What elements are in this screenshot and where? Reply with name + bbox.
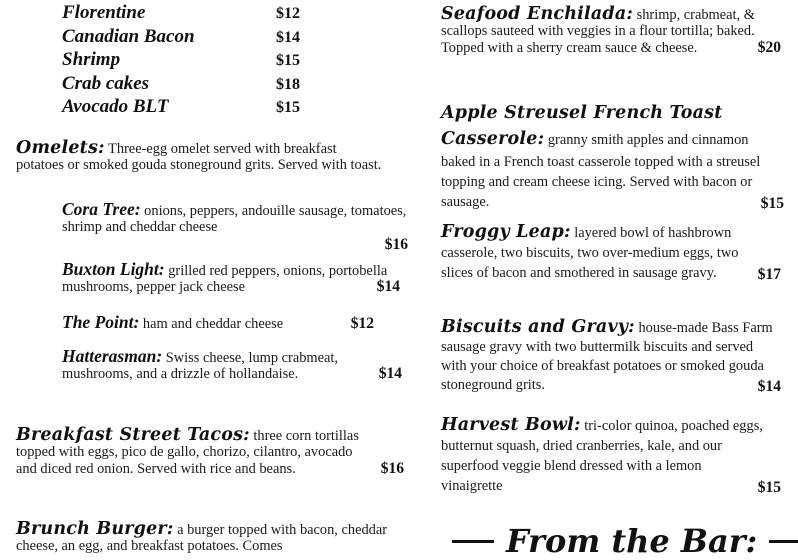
benedict-item-avocado-blt [62, 96, 408, 120]
item-price: $15 [757, 478, 781, 496]
item-description: granny smith apples and cinnamon baked in a French toast casserole topped with a streusel topping and cream cheese icing. Served with bacon or sausage. [441, 132, 761, 210]
item-description: three corn tortillas topped with eggs, pico de gallo, chorizo, cilantro, avocado and diced red onion. Served with rice and beans. [16, 428, 359, 477]
item-price: $12 [350, 315, 374, 332]
benedict-price: $12 [276, 5, 300, 22]
item-name: Cora Tree: [62, 199, 141, 219]
omelet-item-buxton-light [62, 261, 400, 296]
item-name: Breakfast Street Tacos: [16, 425, 250, 445]
item-name: Harvest Bowl: [441, 415, 581, 435]
benedict-item-shrimp [62, 49, 408, 73]
item-price: $16 [384, 236, 408, 254]
benedict-price: $14 [276, 28, 300, 46]
item-name: Biscuits and Gravy: [441, 317, 635, 337]
item-name: Apple Streusel French Toast Casserole: [441, 103, 723, 149]
item-price: $17 [757, 265, 781, 283]
item-description: layered bowl of hashbrown casserole, two biscuits, two over-medium eggs, two slices of bacon and smothered in sausage gravy. [441, 225, 739, 281]
item-price: $14 [757, 377, 781, 395]
omelets-section [16, 140, 386, 174]
heading-divider-right [769, 540, 798, 543]
omelet-item-cora-tree [62, 201, 408, 254]
item-description: house-made Bass Farm sausage gravy with two buttermilk biscuits and served with your choice of breakfast potatoes or smoked gouda stoneground grits. [441, 320, 773, 393]
item-name: Brunch Burger: [16, 519, 174, 539]
benedict-price: $15 [276, 52, 300, 69]
seafood-enchilada [441, 6, 781, 56]
item-price: $14 [378, 365, 402, 383]
omelet-item-the-point [62, 314, 374, 332]
item-price: $15 [760, 194, 784, 212]
item-description: Swiss cheese, lump crabmeat, mushrooms, and a drizzle of hollandaise. [62, 350, 338, 383]
froggy-leap [441, 222, 781, 283]
omelet-item-hatterasman [62, 348, 402, 383]
heading-divider-left [452, 540, 494, 543]
section-title: From the Bar: [506, 522, 758, 560]
benedict-item-crab-cakes [62, 73, 408, 97]
harvest-bowl [441, 415, 781, 496]
benedict-name: Florentine [62, 2, 146, 23]
item-description: a burger topped with bacon, cheddar cheese, an egg, and breakfast potatoes. Comes [16, 522, 388, 555]
benedict-item-florentine [62, 2, 408, 26]
biscuits-and-gravy [441, 318, 781, 395]
apple-streusel-french-toast-casserole [441, 100, 784, 212]
benedict-item-canadian-bacon [62, 26, 408, 50]
benedict-name: Shrimp [62, 49, 121, 70]
benedict-list [62, 2, 408, 120]
omelets-description: Three-egg omelet served with breakfast potatoes or smoked gouda stoneground grits. Served with toast. [16, 141, 382, 174]
left-column [16, 0, 408, 555]
benedict-price: $18 [276, 75, 300, 93]
item-name: Froggy Leap: [441, 222, 571, 242]
item-price: $16 [380, 459, 404, 477]
item-name: The Point: [62, 312, 140, 332]
item-description: ham and cheddar cheese [139, 316, 284, 332]
item-description: onions, peppers, andouille sausage, tomatoes, shrimp and cheddar cheese [62, 203, 407, 236]
benedict-name: Avocado BLT [62, 96, 169, 117]
from-the-bar-heading [452, 522, 792, 560]
item-name: Seafood Enchilada: [441, 4, 634, 24]
item-description: shrimp, crabmeat, & scallops sauteed with veggies in a flour tortilla; baked. Topped with a sherry cream sauce & cheese. [441, 7, 755, 56]
benedict-price: $15 [276, 99, 300, 116]
item-description: grilled red peppers, onions, portobella mushrooms, pepper jack cheese [62, 263, 388, 296]
omelets-heading: Omelets: [16, 138, 105, 158]
item-description: tri-color quinoa, poached eggs, butternut squash, dried cranberries, kale, and our superfood veggie blend dressed with a lemon vinaigrette [441, 418, 763, 494]
item-price: $14 [376, 278, 400, 296]
item-name: Buxton Light: [62, 259, 165, 279]
benedict-name: Canadian Bacon [62, 25, 195, 47]
item-price: $20 [757, 38, 781, 56]
breakfast-street-tacos [16, 427, 404, 477]
benedict-name: Crab cakes [62, 72, 150, 94]
item-name: Hatterasman: [62, 346, 163, 366]
